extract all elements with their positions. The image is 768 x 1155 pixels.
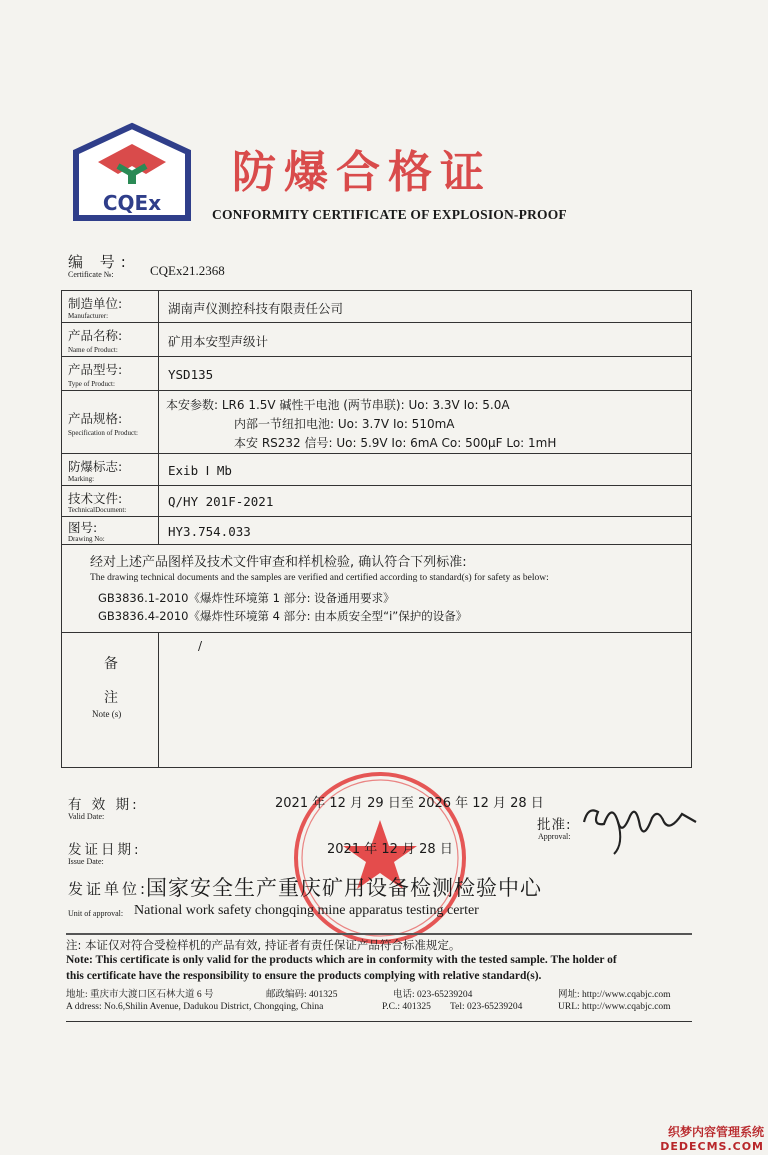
product-name-label-en: Name of Product: [68, 346, 118, 354]
label-cell [62, 357, 159, 390]
notes-label-cn-2: 注 [104, 690, 118, 706]
row-type [62, 357, 691, 391]
issuer-name-cn: 国家安全生产重庆矿用设备检测检验中心 [146, 876, 542, 900]
label-cell [62, 517, 159, 544]
cqex-logo [66, 122, 198, 222]
label-cell [62, 323, 159, 356]
row-manufacturer [62, 291, 691, 323]
footer-tel-cn: 电话: 023-65239204 [393, 990, 473, 1000]
spec-line-3: 本安 RS232 信号: Uo: 5.9V Io: 6mA Co: 500μF Lo: 1mH [234, 436, 557, 450]
issue-date-value: 2021 年 12 月 28 日 [327, 842, 453, 857]
cert-number-label-cn: 编 号: [68, 253, 132, 271]
tech-doc-value: Q/HY 201F-2021 [168, 494, 274, 509]
footer-url-cn: 网址: http://www.cqabjc.com [558, 990, 671, 1000]
row-standards [62, 545, 691, 633]
notes-label-cn-1: 备 [104, 656, 118, 672]
label-cell [62, 391, 159, 453]
issue-date-label-cn: 发证日期: [68, 842, 142, 858]
footer-address-en: A ddress: No.6,Shilin Avenue, Dadukou District, Chongqing, China [66, 1002, 324, 1012]
certificate-table [61, 290, 692, 768]
notes-label-en: Note (s) [92, 709, 122, 719]
spec-label-en: Specification of Product: [68, 429, 138, 437]
marking-label-cn: 防爆标志: [68, 459, 123, 474]
certificate-title-en: CONFORMITY CERTIFICATE OF EXPLOSION-PROOF [212, 207, 567, 222]
notes-value: / [198, 639, 203, 653]
issuer-name-en: National work safety chongqing mine apparatus testing certer [134, 903, 479, 918]
type-value: YSD135 [168, 367, 214, 382]
tech-doc-label-en: TechnicalDocument: [68, 506, 127, 514]
type-label-cn: 产品型号: [68, 362, 123, 377]
row-notes [62, 633, 691, 767]
certificate-title-cn: 防爆合格证 [232, 147, 492, 198]
approval-label-en: Approval: [538, 832, 571, 841]
type-label-en: Type of Product: [68, 380, 115, 388]
tech-doc-label-cn: 技术文件: [68, 491, 123, 506]
row-spec [62, 391, 691, 454]
footer-note-en-2: this certificate have the responsibility to ensure the products complying with relative standard(s). [66, 970, 542, 982]
marking-label-en: Marking: [68, 475, 95, 483]
spec-label-cn: 产品规格: [68, 411, 123, 426]
footer-tel-en: Tel: 023-65239204 [450, 1002, 523, 1012]
logo-text: CQEx [102, 191, 162, 215]
row-technical-document [62, 486, 691, 517]
row-marking [62, 454, 691, 486]
footer-divider [66, 933, 692, 935]
drawing-label-en: Drawing No: [68, 535, 105, 543]
footer-note-cn: 注: 本证仅对符合受检样机的产品有效, 持证者有责任保证产品符合标准规定。 [66, 938, 461, 952]
label-cell [62, 486, 159, 516]
spec-line-1: 本安参数: LR6 1.5V 碱性干电池 (两节串联): Uo: 3.3V Io: 5.0A [166, 398, 510, 412]
manufacturer-value: 湖南声仪测控科技有限责任公司 [168, 301, 344, 316]
manufacturer-label-en: Manufacturer: [68, 312, 109, 320]
footer-postcode-cn: 邮政编码: 401325 [266, 990, 338, 1000]
row-drawing [62, 517, 691, 545]
footer-postcode-en: P.C.: 401325 [382, 1002, 431, 1012]
spec-line-2: 内部一节纽扣电池: Uo: 3.7V Io: 510mA [234, 417, 455, 431]
issue-date-label-en: Issue Date: [68, 857, 104, 866]
manufacturer-label-cn: 制造单位: [68, 296, 123, 311]
validity-label-en: Valid Date: [68, 812, 105, 821]
validity-value: 2021 年 12 月 29 日至 2026 年 12 月 28 日 [275, 796, 544, 811]
issuer-label-en: Unit of approval: [68, 909, 124, 918]
product-name-label-cn: 产品名称: [68, 328, 123, 343]
marking-value: Exib Ⅰ Mb [168, 463, 232, 478]
validity-label-cn: 有 效 期: [68, 797, 140, 813]
footer-address-cn: 地址: 重庆市大渡口区石林大道 6 号 [66, 990, 214, 1000]
label-cell [62, 454, 159, 485]
issuer-label-cn: 发证单位: [68, 880, 149, 898]
footer-url-en: URL: http://www.cqabjc.com [558, 1002, 671, 1012]
cert-number-label-en: Certificate №: [68, 270, 114, 279]
row-product-name [62, 323, 691, 357]
drawing-value: HY3.754.033 [168, 524, 251, 539]
label-cell [62, 633, 159, 767]
watermark-line-2: DEDECMS.COM [660, 1140, 764, 1153]
standard-line-1: GB3836.1-2010《爆炸性环境第 1 部分: 设备通用要求》 [98, 591, 395, 605]
watermark-line-1: 织梦内容管理系统 [667, 1125, 764, 1139]
watermark [660, 1123, 764, 1153]
approval-signature [578, 792, 708, 858]
standard-line-2: GB3836.4-2010《爆炸性环境第 4 部分: 由本质安全型“i”保护的设备》 [98, 609, 468, 623]
standards-intro-en: The drawing technical documents and the samples are verified and certified according to standard(s) for safety as below: [90, 573, 549, 583]
footer-note-en-1: Note: This certificate is only valid for the products which are in conformity with the tested sample. The holder of [66, 954, 617, 966]
cert-number: CQEx21.2368 [150, 263, 225, 278]
footer-bottom-rule [66, 1021, 692, 1022]
standards-intro-cn: 经对上述产品图样及技术文件审查和样机检验, 确认符合下列标准: [90, 555, 467, 570]
product-name-value: 矿用本安型声级计 [168, 334, 269, 349]
approval-label-cn: 批准: [537, 817, 572, 833]
drawing-label-cn: 图号: [68, 520, 98, 535]
label-cell [62, 291, 159, 322]
